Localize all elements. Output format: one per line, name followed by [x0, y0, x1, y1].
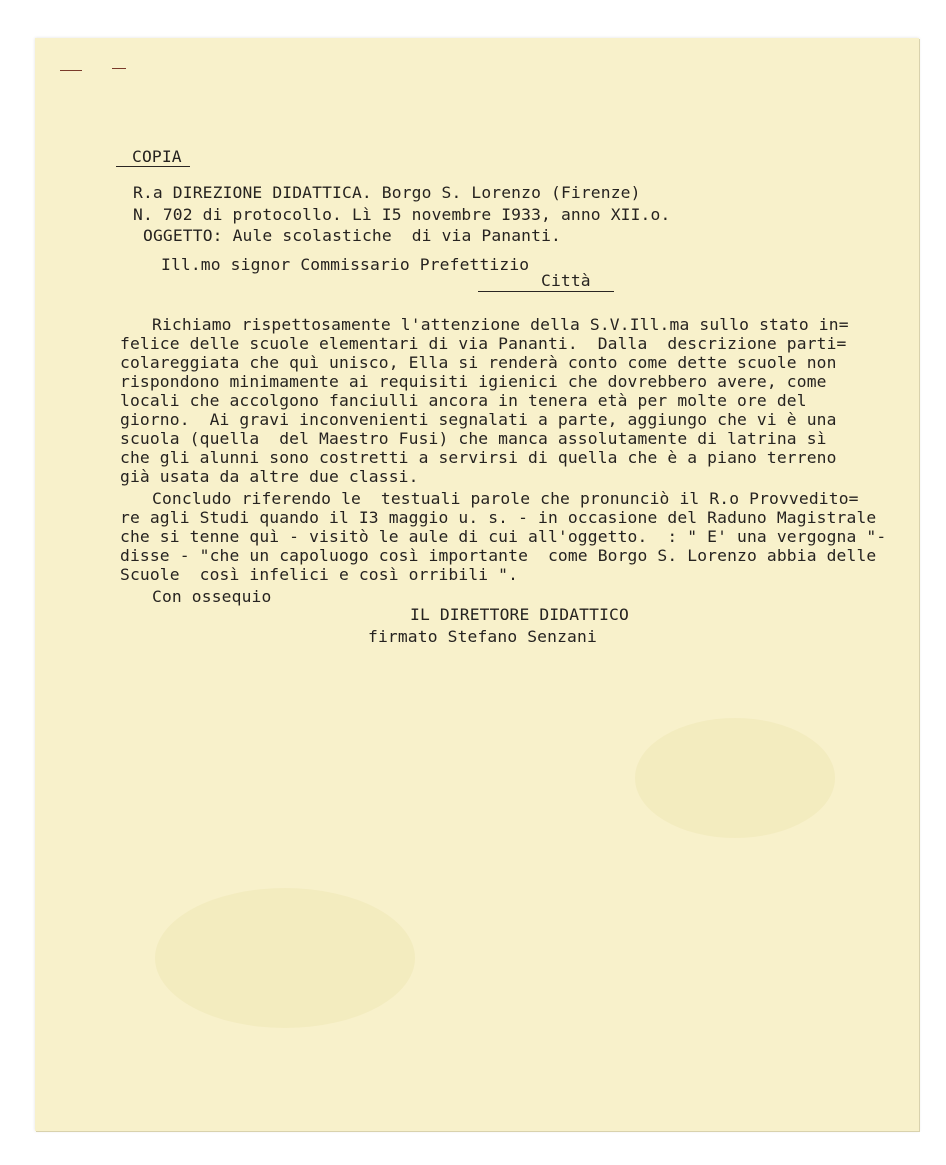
body-line: locali che accolgono fanciulli ancora in tenera età per molte ore del: [120, 391, 807, 410]
body-line: re agli Studi quando il I3 maggio u. s. - in occasione del Raduno Magistrale: [120, 508, 877, 527]
margin-mark: [60, 70, 82, 71]
copy-heading: COPIA: [116, 148, 190, 167]
body-line: felice delle scuole elementari di via Pananti. Dalla descrizione parti=: [120, 334, 847, 353]
body-line: disse - "che un capoluogo così importante come Borgo S. Lorenzo abbia delle: [120, 546, 877, 565]
margin-mark: [112, 68, 126, 69]
body-line: Richiamo rispettosamente l'attenzione della S.V.Ill.ma sullo stato in=: [152, 315, 849, 334]
body-line: già usata da altre due classi.: [120, 467, 419, 486]
body-line: colareggiata che quì unisco, Ella si renderà conto come dette scuole non: [120, 353, 837, 372]
body-line: Scuole così infelici e così orribili ".: [120, 565, 519, 584]
signature-name: firmato Stefano Senzani: [368, 627, 597, 646]
body-line: Concludo riferendo le testuali parole che pronunciò il R.o Provvedito=: [152, 489, 859, 508]
addressee-rule: [478, 291, 614, 292]
header-line-protocol: N. 702 di protocollo. Lì I5 novembre I933, anno XII.o.: [133, 205, 671, 224]
addressee-city: Città: [541, 271, 591, 290]
signature-title: IL DIRETTORE DIDATTICO: [410, 605, 629, 624]
addressee: Ill.mo signor Commissario Prefettizio: [161, 255, 530, 274]
body-line: giorno. Ai gravi inconvenienti segnalati a parte, aggiungo che vi è una: [120, 410, 837, 429]
paper-stain: [635, 718, 835, 838]
header-line-subject: OGGETTO: Aule scolastiche di via Pananti.: [143, 226, 561, 245]
closing: Con ossequio: [152, 587, 272, 606]
body-line: scuola (quella del Maestro Fusi) che manca assolutamente di latrina sì: [120, 429, 827, 448]
paper-stain: [155, 888, 415, 1028]
body-line: che gli alunni sono costretti a servirsi di quella che è a piano terreno: [120, 448, 837, 467]
body-line: che si tenne quì - visitò le aule di cui all'oggetto. : " E' una vergogna "-: [120, 527, 887, 546]
body-line: rispondono minimamente ai requisiti igienici che dovrebbero avere, come: [120, 372, 827, 391]
header-line-office: R.a DIREZIONE DIDATTICA. Borgo S. Lorenzo (Firenze): [133, 183, 641, 202]
